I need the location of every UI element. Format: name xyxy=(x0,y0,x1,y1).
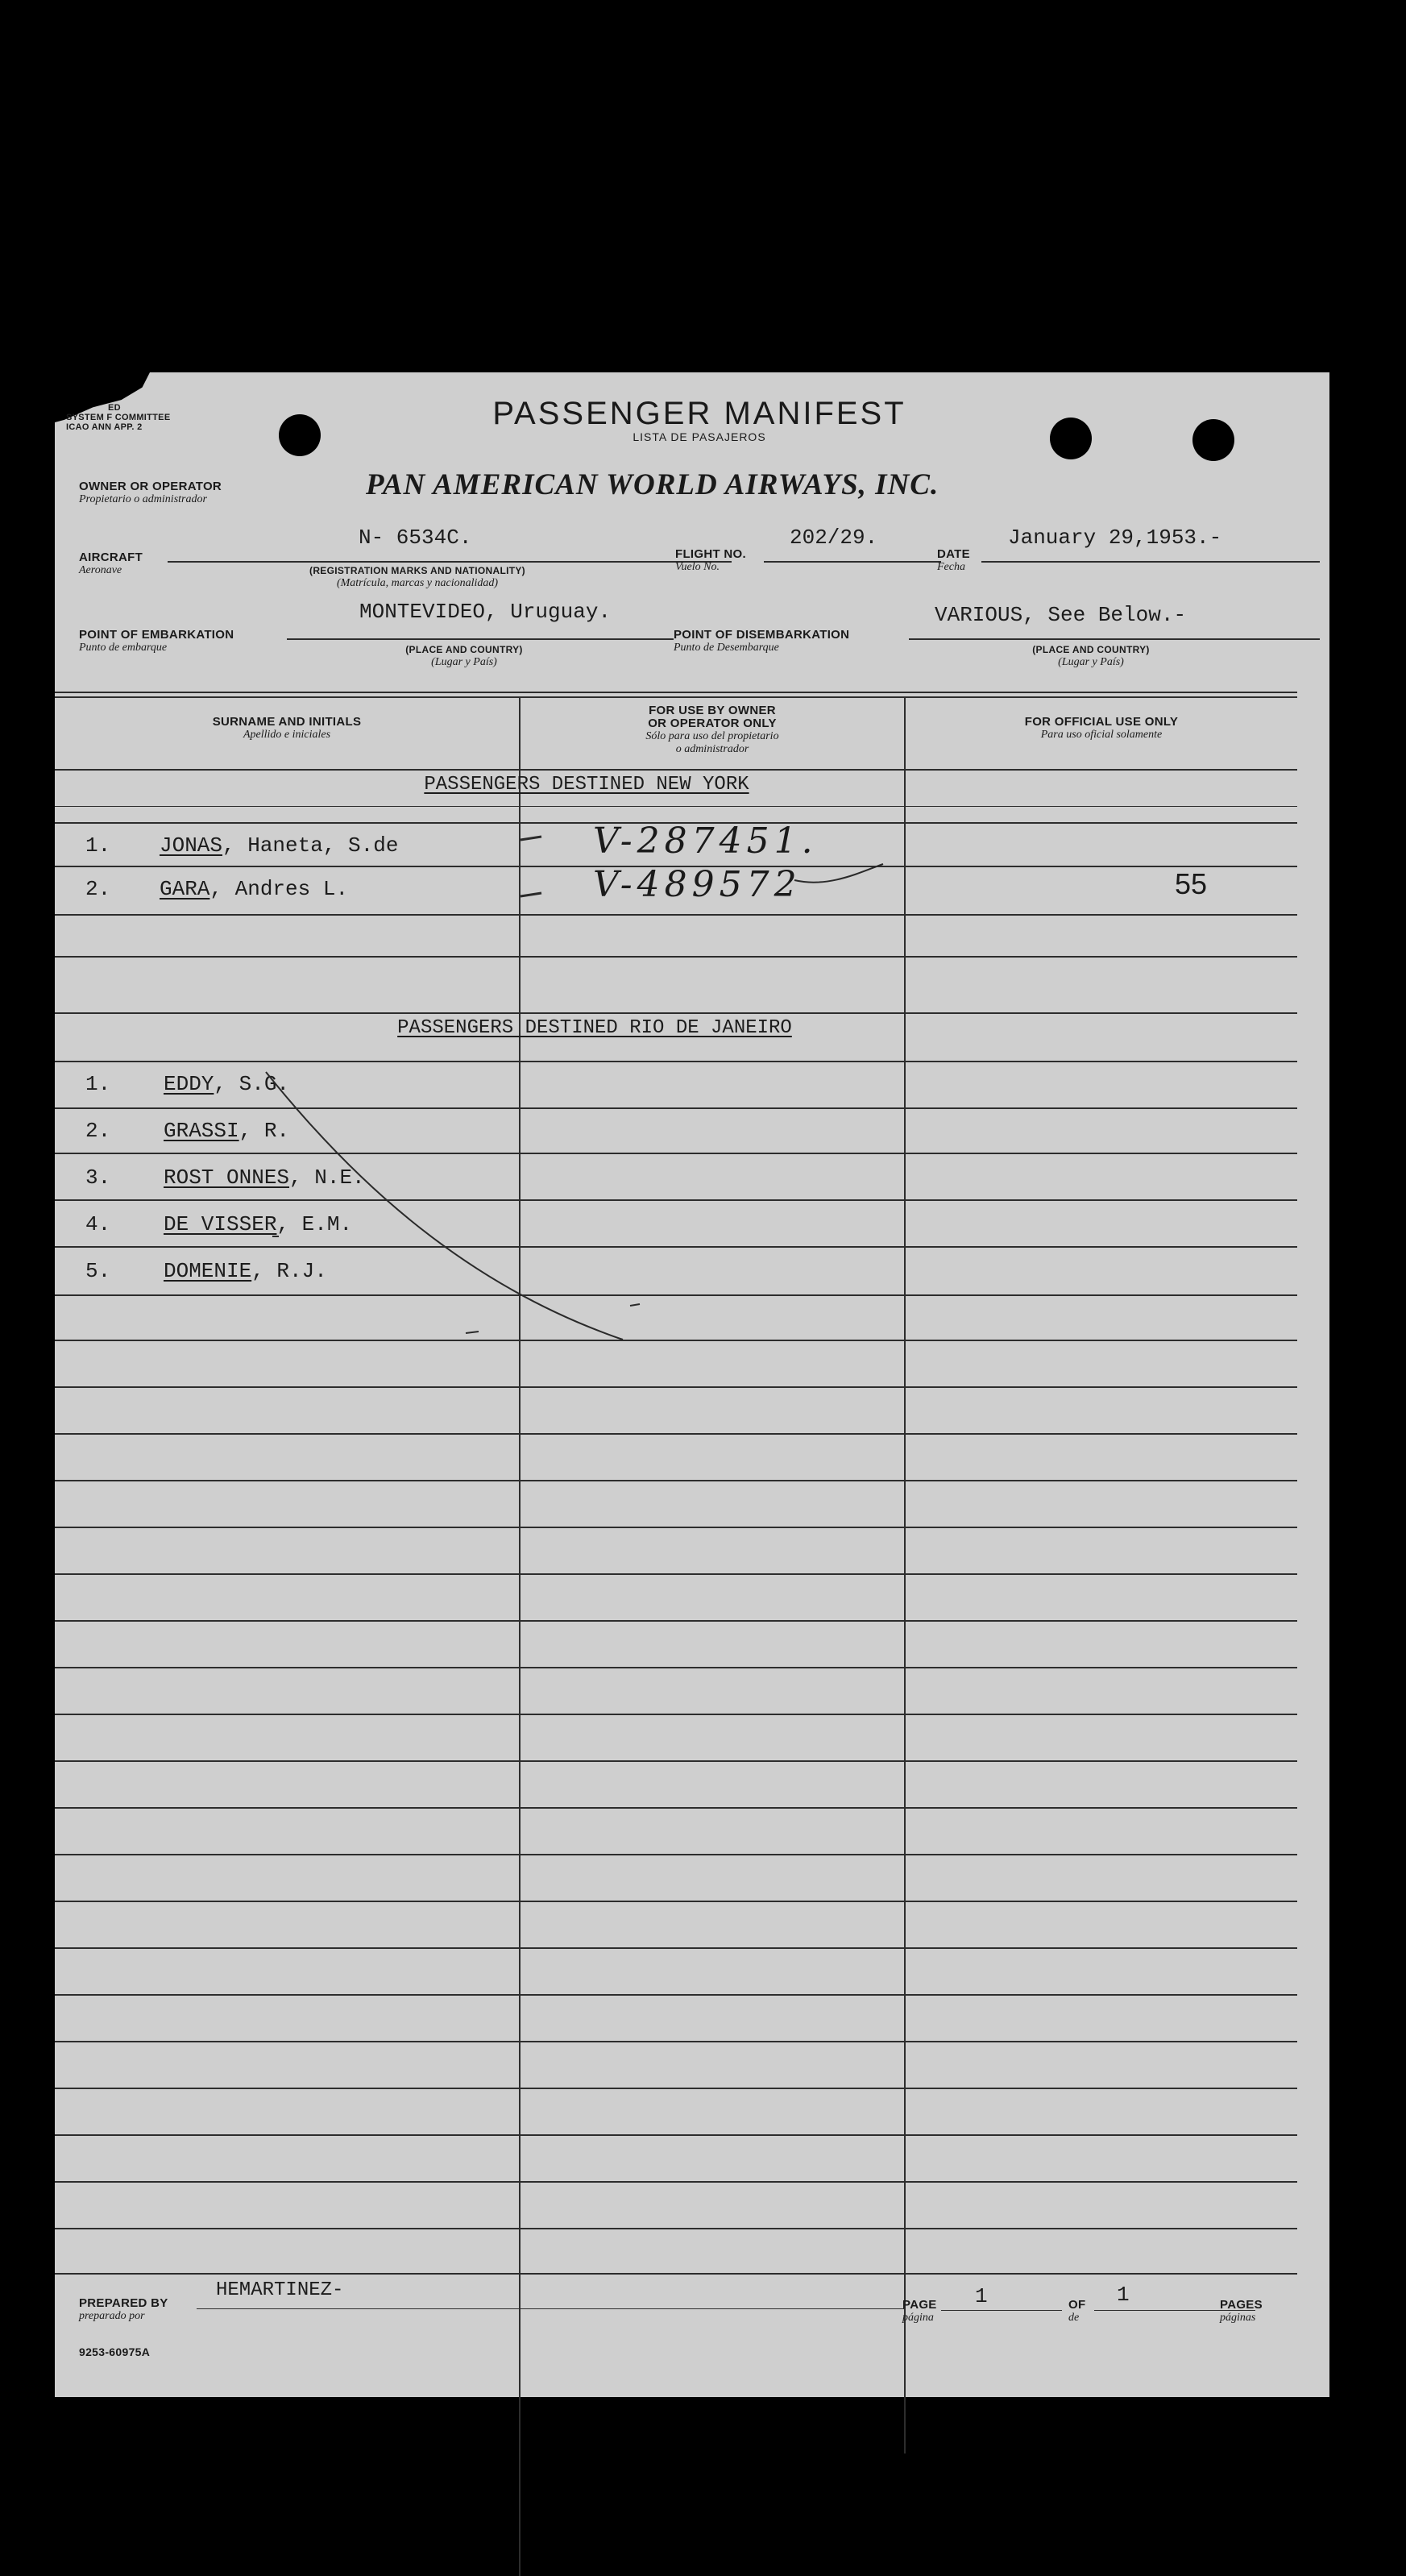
passenger-number: 4. xyxy=(85,1212,111,1236)
handwritten-mark: V-489572 xyxy=(593,864,802,905)
passenger-surname: EDDY xyxy=(164,1072,214,1096)
passenger-surname: JONAS xyxy=(160,833,223,858)
passenger-number: 1. xyxy=(85,833,111,858)
passenger-initials: , Andres L. xyxy=(209,877,349,901)
disembark-value: VARIOUS, See Below.- xyxy=(935,603,1187,627)
date-label-block: DATE Fecha xyxy=(937,547,970,573)
passenger-surname: DOMENIE xyxy=(164,1259,252,1283)
passenger-initials: , Haneta, S.de xyxy=(222,833,399,858)
passenger-surname: GARA xyxy=(160,877,210,901)
embark-note: (PLACE AND COUNTRY) (Lugar y País) xyxy=(405,644,523,668)
page-line xyxy=(941,2310,1062,2311)
date-value: January 29,1953.- xyxy=(1008,526,1222,550)
owner-label-block: OWNER OR OPERATOR Propietario o administrador xyxy=(79,480,222,505)
passenger-initials: , E.M. xyxy=(276,1212,353,1236)
flight-value: 202/29. xyxy=(790,526,878,550)
passenger-surname: DE VISSER xyxy=(164,1212,277,1236)
prepared-label-block: PREPARED BY preparado por xyxy=(79,2296,168,2322)
names-column-header: SURNAME AND INITIALS Apellido e iniciales xyxy=(212,715,362,741)
passenger-initials: , R.J. xyxy=(251,1259,327,1283)
operator-name: PAN AMERICAN WORLD AIRWAYS, INC. xyxy=(366,468,939,501)
disembark-label-block: POINT OF DISEMBARKATION Punto de Desembarque xyxy=(674,628,850,654)
passenger-surname: GRASSI xyxy=(164,1119,239,1143)
prepared-line xyxy=(197,2308,906,2309)
embark-label-block: POINT OF EMBARKATION Punto de embarque xyxy=(79,628,234,654)
page-label-block: PAGE página xyxy=(902,2298,937,2324)
page-value: 1 xyxy=(975,2284,988,2308)
manifest-sheet xyxy=(55,372,1329,2397)
disembark-note: (PLACE AND COUNTRY) (Lugar y País) xyxy=(1032,644,1150,668)
footer-rule xyxy=(55,2273,1297,2275)
passenger-surname: ROST ONNES xyxy=(164,1165,290,1190)
of-label-block: OF de xyxy=(1068,2298,1086,2324)
manifest-title: PASSENGER MANIFEST xyxy=(492,396,906,431)
form-code: 9253-60975A xyxy=(79,2345,151,2358)
corner-print: ED SYSTEM F COMMITTEE ICAO ANN APP. 2 xyxy=(66,403,171,432)
of-value: 1 xyxy=(1117,2283,1130,2307)
passenger-number: 3. xyxy=(85,1165,111,1190)
pencil-stroke xyxy=(55,372,1329,2397)
passenger-number: 2. xyxy=(85,1119,111,1143)
embark-value: MONTEVIDEO, Uruguay. xyxy=(359,600,612,624)
pages-label-block: PAGES páginas xyxy=(1220,2298,1263,2324)
passenger-initials: , S.G. xyxy=(214,1072,290,1096)
official-entry: 55 xyxy=(1175,867,1208,900)
passenger-initials: , R. xyxy=(238,1119,290,1143)
passenger-number: 2. xyxy=(85,877,111,901)
manifest-subtitle: LISTA DE PASAJEROS xyxy=(632,430,766,443)
group-heading-new-york: PASSENGERS DESTINED NEW YORK xyxy=(424,774,749,796)
group-heading-rio: PASSENGERS DESTINED RIO DE JANEIRO xyxy=(397,1017,792,1039)
passenger-initials: , N.E. xyxy=(289,1165,365,1190)
prepared-value: HEMARTINEZ- xyxy=(216,2279,344,2301)
passenger-number: 5. xyxy=(85,1259,111,1283)
passenger-number: 1. xyxy=(85,1072,111,1096)
handwritten-mark: V-287451. xyxy=(593,821,818,862)
aircraft-label-block: AIRCRAFT Aeronave xyxy=(79,551,143,576)
aircraft-value: N- 6534C. xyxy=(359,526,472,550)
flight-label-block: FLIGHT NO. Vuelo No. xyxy=(675,547,746,573)
official-column-header: FOR OFFICIAL USE ONLY Para uso oficial solamente xyxy=(1024,715,1179,741)
owner-use-column-header: FOR USE BY OWNER OR OPERATOR ONLY Sólo para uso del propietario o administrador xyxy=(645,704,779,755)
registration-note: (REGISTRATION MARKS AND NATIONALITY) (Matrícula, marcas y nacionalidad) xyxy=(309,565,525,589)
